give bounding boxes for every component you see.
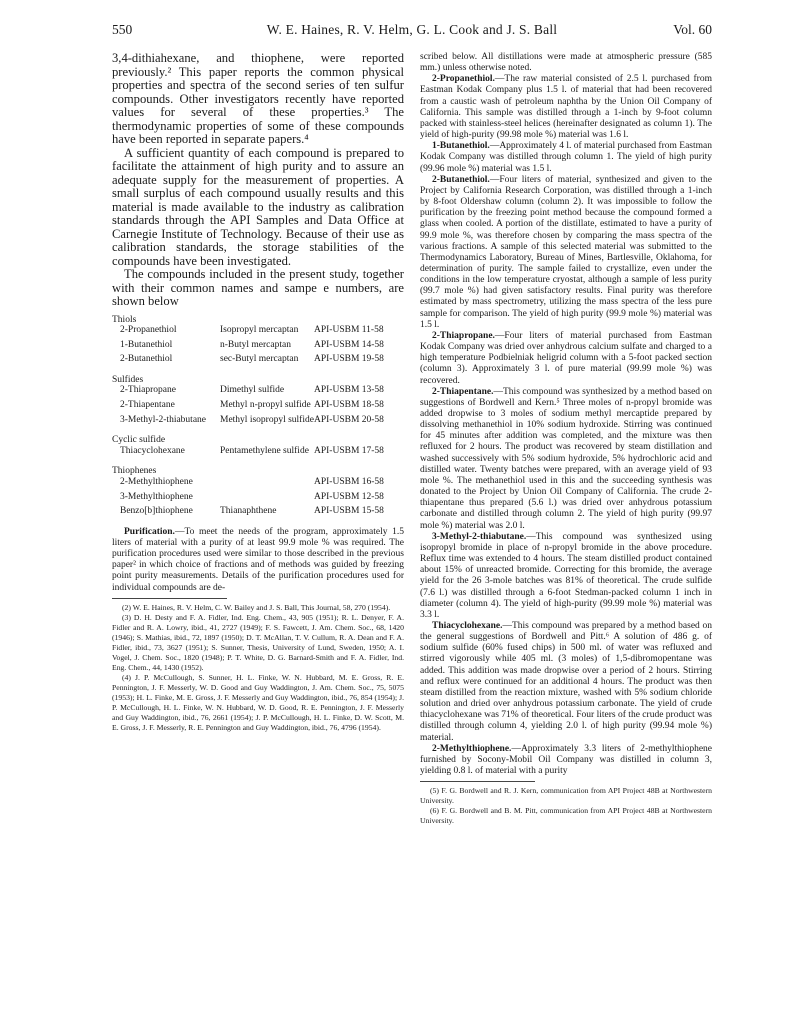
purification-text: —To meet the needs of the program, approximately 1.5 liters of material with a purity of at least 99.9 mole % was required. The purification procedures used were similar to those described in the previous paper² in which choice of fractions and of methods was guided by freezing point purity measurements. Details of the purification procedures used for individual compounds are de- [112, 526, 404, 593]
footnote: (3) D. H. Desty and F. A. Fidler, Ind. Eng. Chem., 43, 905 (1951); R. L. Denyer, F. A. Fidler and R. A. Lowry, ibid., 41, 2727 (1949); F. S. Fawcett, J. Am. Chem. Soc., 68, 1420 (1946); S. Mathias, ibid., 72, 1897 (1950); D. T. McAllan, T. V. Cullum, R. A. Dean and F. A. Fidler, ibid., 73, 3627 (1951); S. Sunner, Thesis, University of Lund, Sweden, 1950; A. I. Vogel, J. Chem. Soc., 1820 (1948); P. T. White, D. G. Barnard-Smith and F. A. Fidler, Ind. Eng. Chem., 44, 1430 (1952). [112, 612, 404, 672]
compound-group-row [112, 466, 404, 477]
procedure-paragraphs [420, 74, 712, 777]
footnote: (5) F. G. Bordwell and R. J. Kern, communication from API Project 48B at Northwestern University. [420, 786, 712, 806]
sample-number: API-USBM 18-58 [314, 400, 384, 411]
procedure-paragraph [420, 621, 712, 744]
procedure-text: —Approximately 4 l. of material purchased from Eastman Kodak Company was distilled through column 1. The yield of high purity (99.96 mole %) material was 1.5 l. [420, 141, 712, 174]
procedure-text: —The raw material consisted of 2.5 l. purchased from Eastman Kodak Company plus 1.5 l. of material that had been recovered from a caustic wash of petroleum naphtha by the Union Oil Company of California. This sample was distilled through a 1-inch by 9-foot column packed with stainless-steel helices (hereinafter designated as column 1). The yield of high-purity (99.98 mole %) material was 1.6 l. [420, 74, 712, 141]
procedure-paragraph [420, 74, 712, 141]
common-name [220, 477, 314, 488]
sample-number: API-USBM 14-58 [314, 339, 384, 350]
common-name: Dimethyl sulfide [220, 385, 285, 396]
sample-number: API-USBM 12-58 [314, 491, 384, 502]
compound-name: 1-Butanethiol [120, 339, 173, 350]
common-name: n-Butyl mercaptan [220, 339, 291, 350]
intro-paragraph: 3,4-dithiahexane, and thiophene, were reported previously.² This paper reports the common physical properties and spectra of the second series of ten sulfur compounds. Other investigators recently have reported values for several of these properties.³ The thermodynamic properties of some of these compounds have been reported in separate papers.⁴ [112, 51, 404, 146]
left-column [112, 52, 404, 733]
procedure-heading: Thiacyclohexane. [432, 620, 503, 631]
sample-number: API-USBM 15-58 [314, 506, 384, 517]
right-column [420, 52, 712, 826]
purification-paragraph [112, 527, 404, 594]
compound-row [112, 506, 404, 517]
procedure-heading: 2-Thiapropane. [432, 330, 495, 341]
common-name: Isopropyl mercaptan [220, 325, 299, 336]
procedure-heading: 2-Propanethiol. [432, 74, 495, 85]
sample-number: API-USBM 17-58 [314, 445, 384, 456]
compound-name: 2-Thiapropane [120, 385, 176, 396]
compound-group-name: Thiophenes [112, 466, 157, 477]
procedure-text: —Four liters of material, synthesized and given to the Project by California Research Corporation, was distilled through a 1-inch by 8-foot Oldershaw column (column 2). It was impossible to follow the purification by the freezing point method because the compound formed a glass when cooled. A portion of the distillate, estimated to have a purity of 99.9 mole %, was therefore chosen by comparing the mass spectra of the various fractions. A sample of this selected material was submitted to the Thermodynamics Laboratory, Bureau of Mines, Bartlesville, Oklahoma, for determination of purity. The sample failed to crystallize, even under the conditions in the low temperature cryostat, although a sample of less purity (99.7 mole %) had given satisfactory results. Final purity was therefore estimated by mass spectrometry, utilizing the mass spectra of the less pure sample for comparison. The yield of high purity (99.9 mole %) material was 1.5 l. [420, 174, 712, 330]
procedure-paragraph [420, 331, 712, 387]
right-footnotes [420, 786, 712, 826]
right-footnote-rule [420, 781, 535, 782]
purification-heading: Purification. [124, 526, 175, 537]
compound-name: 2-Butanethiol [120, 354, 173, 365]
compound-group-name: Thiols [112, 314, 137, 325]
sample-number: API-USBM 16-58 [314, 477, 384, 488]
compound-group-name: Cyclic sulfide [112, 435, 166, 446]
procedure-text: —Approximately 3.3 liters of 2-methylthiophene furnished by Socony-Mobil Oil Company was distilled in column 3, yielding 0.8 l. of material with a purity [420, 743, 712, 776]
procedure-paragraph [420, 744, 712, 777]
compound-name: Benzo[b]thiophene [120, 506, 193, 517]
sample-number: API-USBM 11-58 [314, 325, 384, 336]
sample-number: API-USBM 13-58 [314, 385, 384, 396]
common-name: sec-Butyl mercaptan [220, 354, 299, 365]
compound-row [112, 340, 404, 351]
procedure-paragraph [420, 387, 712, 532]
compound-group-name: Sulfides [112, 374, 144, 385]
common-name: Methyl n-propyl sulfide [220, 400, 311, 411]
running-authors: W. E. Haines, R. V. Helm, G. L. Cook and J. S. Ball [266, 22, 558, 37]
footnote: (2) W. E. Haines, R. V. Helm, C. W. Bailey and J. S. Ball, This Journal, 58, 270 (1954). [122, 602, 391, 612]
common-name: Thianaphthene [220, 506, 277, 517]
procedure-heading: 3-Methyl-2-thiabutane. [432, 531, 527, 542]
compound-name: Thiacyclohexane [120, 445, 185, 456]
procedure-text: —This compound was synthesized using isopropyl bromide in place of n-propyl bromide in the above procedure. Reflux time was extended to 4 hours. The steam distilled product contained about 15% of unreacted bromide. Correcting for this bromide, the average yield for the 26 3-mole batches was 81% of theoretical. The crude sulfide (7.6 l.) was distilled through a 6-foot Stedman-packed column 1 inch in diameter (column 4). The yield of high-purity (99.99 mole %) material was 3.3 l. [420, 531, 712, 620]
compound-row [112, 385, 404, 396]
compound-group-row [112, 375, 404, 386]
procedure-heading: 2-Butanethiol. [432, 174, 490, 185]
compounds-intro-paragraph: The compounds included in the present study, together with their common names and sampe e numbers, are shown below [112, 267, 404, 308]
compound-name: 2-Propanethiol [120, 325, 177, 336]
sample-number: API-USBM 20-58 [314, 414, 384, 425]
compound-group-row [112, 315, 404, 326]
compound-row [112, 446, 404, 457]
compound-row [112, 354, 404, 365]
procedure-paragraph [420, 175, 712, 331]
compound-row [112, 400, 404, 411]
footnote: (6) F. G. Bordwell and B. M. Pitt, communication from API Project 48B at Northwestern University. [420, 806, 712, 826]
procedure-heading: 2-Thiapentane. [432, 386, 494, 397]
procedure-text: —This compound was synthesized by a method based on suggestions of Bordwell and Kern.⁵ Three moles of n-propyl bromide was added dropwise to 3 moles of sodium methyl mercaptide prepared by dissolving methanethiol in 10% sodium hydroxide. Stirring was continued for 45 minutes after addition was completed, and the mixture was then refluxed for 2 hours. The product was recovered by steam distillation and washed successively with 5% sodium hydroxide, 5% hydrochloric acid and distilled water. Twenty batches were prepared, with an average yield of 93 mole %. The methanethiol used in this and the succeeding synthesis was donated to the Project by Union Oil Company of California. The crude 2-thiapentane thus prepared (5.6 l.) was dried over anhydrous potassium carbonate and distilled through column 2. The yield of high purity (99.97 mole %) material was 2.0 l. [420, 386, 712, 531]
footnote: (4) J. P. McCullough, S. Sunner, H. L. Finke, W. N. Hubbard, M. E. Gross, R. E. Pennington, J. F. Messerly, W. D. Good and Guy Waddington, J. Am. Chem. Soc., 75, 5075 (1953); H. L. Finke, M. E. Gross, J. F. Messerly and Guy Waddington, ibid., 76, 854 (1954); J. P. McCullough, H. L. Finke, W. N. Hubbard, W. D. Good, R. E. Pennington, J. F. Messerly and Guy Waddington, ibid., 76, 2661 (1954); J. P. McCullough, H. L. Finke, D. W. Scott, M. E. Gross, J. F. Messerly, R. E. Pennington and Guy Waddington, ibid., 76, 4796 (1954). [112, 672, 404, 732]
compound-row [112, 477, 404, 488]
common-name: Pentamethylene sulfide [220, 445, 309, 456]
page-number: 550 [112, 22, 133, 37]
common-name: Methyl isopropyl sulfide [220, 414, 314, 425]
sample-number: API-USBM 19-58 [314, 354, 384, 365]
compound-name: 3-Methyl-2-thiabutane [120, 414, 207, 425]
procedure-paragraph [420, 532, 712, 621]
compound-name: 2-Methylthiophene [120, 477, 193, 488]
compound-row [112, 492, 404, 503]
compounds-table [112, 315, 404, 521]
procedure-text: —Four liters of material purchased from Eastman Kodak Company was dried over anhydrous calcium sulfate and charged to a high temperature Podbielniak heligrid column with a 5-foot packed section (column 3). Approximately 3 l. of pure material (99.99 mole %) was recovered. [420, 330, 712, 386]
compound-row [112, 415, 404, 426]
common-name [220, 492, 314, 503]
procedure-heading: 1-Butanethiol. [432, 141, 490, 152]
supply-paragraph: A sufficient quantity of each compound is prepared to facilitate the attainment of high purity and to assure an adequate supply for the measurement of properties. A small surplus of each compound usually results and this material is made available to the industry as calibration standards through the API Samples and Data Office at Carnegie Institute of Technology. Because of their use as calibration standards, the storage stabilities of the compounds have been investigated. [112, 145, 404, 268]
right-lead-paragraph: scribed below. All distillations were made at atmospheric pressure (585 mm.) unless otherwise noted. [420, 52, 712, 74]
procedure-paragraph [420, 141, 712, 174]
footnote-rule [112, 598, 227, 599]
compound-name: 2-Thiapentane [120, 400, 175, 411]
compound-group-row [112, 435, 404, 446]
procedure-heading: 2-Methylthiophene. [432, 743, 512, 754]
compound-name: 3-Methylthiophene [120, 491, 193, 502]
volume-label: Vol. 60 [673, 22, 712, 37]
left-footnotes [112, 603, 404, 733]
procedure-text: —This compound was prepared by a method based on the general suggestions of Bordwell and Pitt.⁶ A solution of 486 g. of sodium sulfide (60% fused chips) in 500 ml. of water was refluxed and stirred vigorously while 405 ml. (3 moles) of 1,5-dibromopentane was added. This addition was made dropwise over a period of 2 hours. Stirring and reflux were continued for an additional 4 hours. The product was then steam distilled from the reaction mixture, washed with 5% sodium chloride solution and dried over anhydrous potassium carbonate. The yield of crude thiacyclohexane was 71% of theoretical. Four liters of the crude product was distilled through column 4, yielding 2.0 l. of high purity (99.94 mole %) material. [420, 620, 712, 743]
running-header [112, 22, 712, 42]
compound-row [112, 325, 404, 336]
